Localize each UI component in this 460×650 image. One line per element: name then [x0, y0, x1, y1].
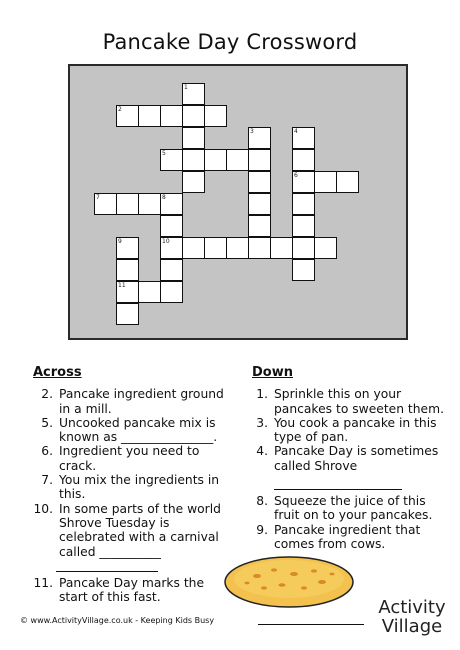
crossword-cell[interactable]	[248, 215, 271, 237]
crossword-cell[interactable]	[226, 149, 249, 171]
crossword-cell[interactable]	[248, 171, 271, 193]
footer-divider	[258, 624, 364, 625]
clue-number: 8.	[256, 494, 268, 509]
across-clue-11	[33, 576, 233, 605]
crossword-cell[interactable]	[116, 303, 139, 325]
crossword-cell[interactable]	[138, 281, 161, 303]
cell-number: 7	[96, 194, 100, 201]
crossword-cell[interactable]	[270, 237, 293, 259]
answer-blank-line	[274, 473, 402, 490]
crossword-cell[interactable]	[336, 171, 359, 193]
crossword-cell[interactable]	[248, 193, 271, 215]
clue-number: 6.	[41, 444, 53, 459]
crossword-cell[interactable]	[138, 105, 161, 127]
page-title: Pancake Day Crossword	[102, 30, 358, 54]
cell-number: 10	[162, 238, 170, 245]
answer-blank-line	[56, 559, 158, 572]
clue-number: 9.	[256, 522, 268, 537]
crossword-cell[interactable]	[160, 281, 183, 303]
activity-village-logo	[368, 598, 456, 640]
across-clue-2	[33, 387, 233, 416]
clue-text: Pancake ingredient ground in a mill.	[59, 387, 224, 416]
crossword-cell[interactable]	[314, 237, 337, 259]
crossword-cell-3[interactable]	[248, 127, 271, 149]
cell-number: 5	[162, 150, 166, 157]
crossword-cell[interactable]	[226, 237, 249, 259]
crossword-cell[interactable]	[292, 149, 315, 171]
crossword-cell[interactable]	[248, 149, 271, 171]
crossword-cell[interactable]	[204, 149, 227, 171]
down-clue-8	[252, 494, 452, 523]
crossword-cell-11[interactable]	[116, 281, 139, 303]
crossword-cell[interactable]	[116, 193, 139, 215]
down-clue-9	[252, 523, 452, 552]
clue-text: Squeeze the juice of this fruit on to your pancakes.	[274, 494, 433, 523]
across-clue-7	[33, 473, 233, 502]
copyright-footer: © www.ActivityVillage.co.uk - Keeping Kids Busy	[20, 616, 215, 625]
crossword-cell-1[interactable]	[182, 83, 205, 105]
crossword-cell[interactable]	[182, 149, 205, 171]
clue-number: 4.	[256, 444, 268, 459]
crossword-cell[interactable]	[248, 237, 271, 259]
crossword-cell[interactable]	[314, 171, 337, 193]
clue-text: Ingredient you need to crack.	[59, 444, 200, 473]
clue-text: Sprinkle this on your pancakes to sweeten them.	[274, 387, 445, 416]
crossword-cell[interactable]	[292, 193, 315, 215]
clue-number: 2.	[41, 387, 53, 402]
crossword-cell-6[interactable]	[292, 171, 315, 193]
clue-text: Uncooked pancake mix is known as _______________.	[59, 415, 218, 445]
clue-text: You cook a pancake in this type of pan.	[274, 415, 437, 445]
clue-text: In some parts of the world Shrove Tuesday is celebrated with a carnival called __________	[59, 501, 221, 559]
crossword-cell-5[interactable]	[160, 149, 183, 171]
crossword-cell[interactable]	[204, 237, 227, 259]
clue-number: 11.	[33, 575, 53, 590]
cell-number: 9	[118, 238, 122, 245]
crossword-cell[interactable]	[292, 259, 315, 281]
crossword-cell[interactable]	[160, 259, 183, 281]
crossword-cell-8[interactable]	[160, 193, 183, 215]
cell-number: 11	[118, 282, 126, 289]
clue-text: Pancake Day is sometimes called Shrove	[274, 444, 439, 473]
crossword-cell-7[interactable]	[94, 193, 117, 215]
crossword-cell[interactable]	[182, 237, 205, 259]
across-clues	[33, 366, 233, 604]
down-clues	[252, 366, 452, 551]
crossword-cell[interactable]	[182, 127, 205, 149]
down-clue-3	[252, 416, 452, 445]
crossword-cell[interactable]	[204, 105, 227, 127]
clue-text: Pancake ingredient that comes from cows.	[274, 522, 421, 551]
logo-line-1: Activity	[378, 597, 446, 618]
across-clue-5	[33, 416, 233, 445]
cell-number: 8	[162, 194, 166, 201]
cell-number: 4	[294, 128, 298, 135]
clue-number: 1.	[256, 387, 268, 402]
crossword-grid	[68, 64, 408, 340]
cell-number: 2	[118, 106, 122, 113]
crossword-cell[interactable]	[292, 237, 315, 259]
down-clue-1	[252, 387, 452, 416]
clue-text: Pancake Day marks the start of this fast.	[59, 575, 205, 605]
down-heading: Down	[252, 365, 293, 380]
crossword-cell[interactable]	[182, 105, 205, 127]
across-clue-6	[33, 444, 233, 473]
cell-number: 1	[184, 84, 188, 91]
clue-number: 5.	[41, 415, 53, 430]
cell-number: 3	[250, 128, 254, 135]
clue-number: 3.	[256, 415, 268, 430]
down-clue-4	[252, 444, 452, 473]
crossword-cell[interactable]	[292, 215, 315, 237]
pancake-top	[234, 560, 344, 598]
crossword-cell[interactable]	[138, 193, 161, 215]
pancake-illustration	[222, 552, 356, 610]
crossword-cell[interactable]	[160, 215, 183, 237]
clue-text: You mix the ingredients in this.	[59, 473, 220, 502]
across-heading: Across	[33, 365, 82, 380]
crossword-cell-10[interactable]	[160, 237, 183, 259]
crossword-cell-9[interactable]	[116, 237, 139, 259]
clue-number: 7.	[41, 473, 53, 488]
crossword-cell[interactable]	[160, 105, 183, 127]
logo-line-2: Village	[381, 616, 443, 637]
crossword-cell[interactable]	[182, 171, 205, 193]
clue-number: 10.	[33, 501, 53, 516]
across-clue-10	[33, 502, 233, 559]
crossword-cell-4[interactable]	[292, 127, 315, 149]
crossword-cell-2[interactable]	[116, 105, 139, 127]
crossword-cell[interactable]	[116, 259, 139, 281]
cell-number: 6	[294, 172, 298, 179]
